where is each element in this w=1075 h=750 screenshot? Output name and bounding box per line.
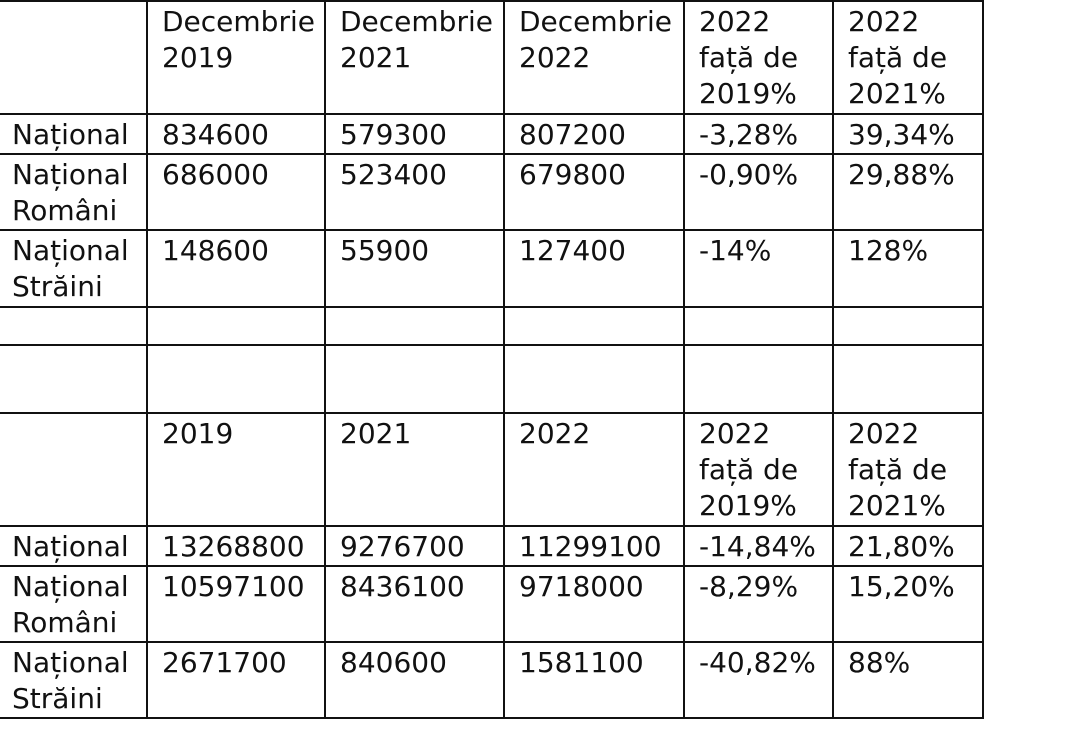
value-cell: 39,34% — [833, 114, 983, 154]
table1-data-row — [0, 154, 983, 230]
row-label-cell: Național Străini — [0, 642, 147, 718]
row-label-cell: Național — [0, 526, 147, 566]
table1-data-row — [0, 114, 983, 154]
column-header-cell: 2021 — [325, 413, 504, 526]
value-cell: -0,90% — [684, 154, 833, 230]
row-label-cell: Național Străini — [0, 230, 147, 307]
value-cell: -14,84% — [684, 526, 833, 566]
value-cell: 9276700 — [325, 526, 504, 566]
value-cell: -8,29% — [684, 566, 833, 642]
value-cell: 127400 — [504, 230, 684, 307]
value-cell: 10597100 — [147, 566, 325, 642]
value-cell: -40,82% — [684, 642, 833, 718]
value-cell: 679800 — [504, 154, 684, 230]
value-cell: 21,80% — [833, 526, 983, 566]
value-cell: 523400 — [325, 154, 504, 230]
value-cell — [325, 345, 504, 413]
column-header-cell: 2022 față de 2019% — [684, 1, 833, 114]
table2-header-row — [0, 413, 983, 526]
value-cell: 148600 — [147, 230, 325, 307]
row-label-cell: Național Români — [0, 154, 147, 230]
value-cell — [147, 307, 325, 345]
table1-header-row — [0, 1, 983, 114]
value-cell: 8436100 — [325, 566, 504, 642]
table1-data-row — [0, 230, 983, 307]
column-header-cell: 2019 — [147, 413, 325, 526]
value-cell: 579300 — [325, 114, 504, 154]
value-cell: -14% — [684, 230, 833, 307]
row-label-cell — [0, 413, 147, 526]
value-cell: 13268800 — [147, 526, 325, 566]
value-cell: 1581100 — [504, 642, 684, 718]
statistics-table-body — [0, 1, 983, 718]
spacer-row — [0, 307, 983, 345]
value-cell: 29,88% — [833, 154, 983, 230]
value-cell: 807200 — [504, 114, 684, 154]
value-cell — [504, 345, 684, 413]
spacer-row — [0, 345, 983, 413]
value-cell: 55900 — [325, 230, 504, 307]
row-label-cell: Național Români — [0, 566, 147, 642]
value-cell — [147, 345, 325, 413]
value-cell — [833, 307, 983, 345]
table2-data-row — [0, 566, 983, 642]
value-cell — [684, 345, 833, 413]
value-cell: 11299100 — [504, 526, 684, 566]
table2-data-row — [0, 526, 983, 566]
column-header-cell: 2022 față de 2021% — [833, 1, 983, 114]
row-label-cell: Național — [0, 114, 147, 154]
row-label-cell — [0, 345, 147, 413]
table2-data-row — [0, 642, 983, 718]
value-cell: 128% — [833, 230, 983, 307]
column-header-cell: Decembrie 2019 — [147, 1, 325, 114]
value-cell — [684, 307, 833, 345]
row-label-cell — [0, 1, 147, 114]
value-cell: 15,20% — [833, 566, 983, 642]
value-cell: 88% — [833, 642, 983, 718]
column-header-cell: Decembrie 2022 — [504, 1, 684, 114]
value-cell: 686000 — [147, 154, 325, 230]
value-cell: 840600 — [325, 642, 504, 718]
column-header-cell: 2022 față de 2019% — [684, 413, 833, 526]
value-cell — [833, 345, 983, 413]
column-header-cell: Decembrie 2021 — [325, 1, 504, 114]
value-cell: 2671700 — [147, 642, 325, 718]
column-header-cell: 2022 față de 2021% — [833, 413, 983, 526]
value-cell — [325, 307, 504, 345]
value-cell: 9718000 — [504, 566, 684, 642]
row-label-cell — [0, 307, 147, 345]
column-header-cell: 2022 — [504, 413, 684, 526]
value-cell: -3,28% — [684, 114, 833, 154]
value-cell: 834600 — [147, 114, 325, 154]
value-cell — [504, 307, 684, 345]
